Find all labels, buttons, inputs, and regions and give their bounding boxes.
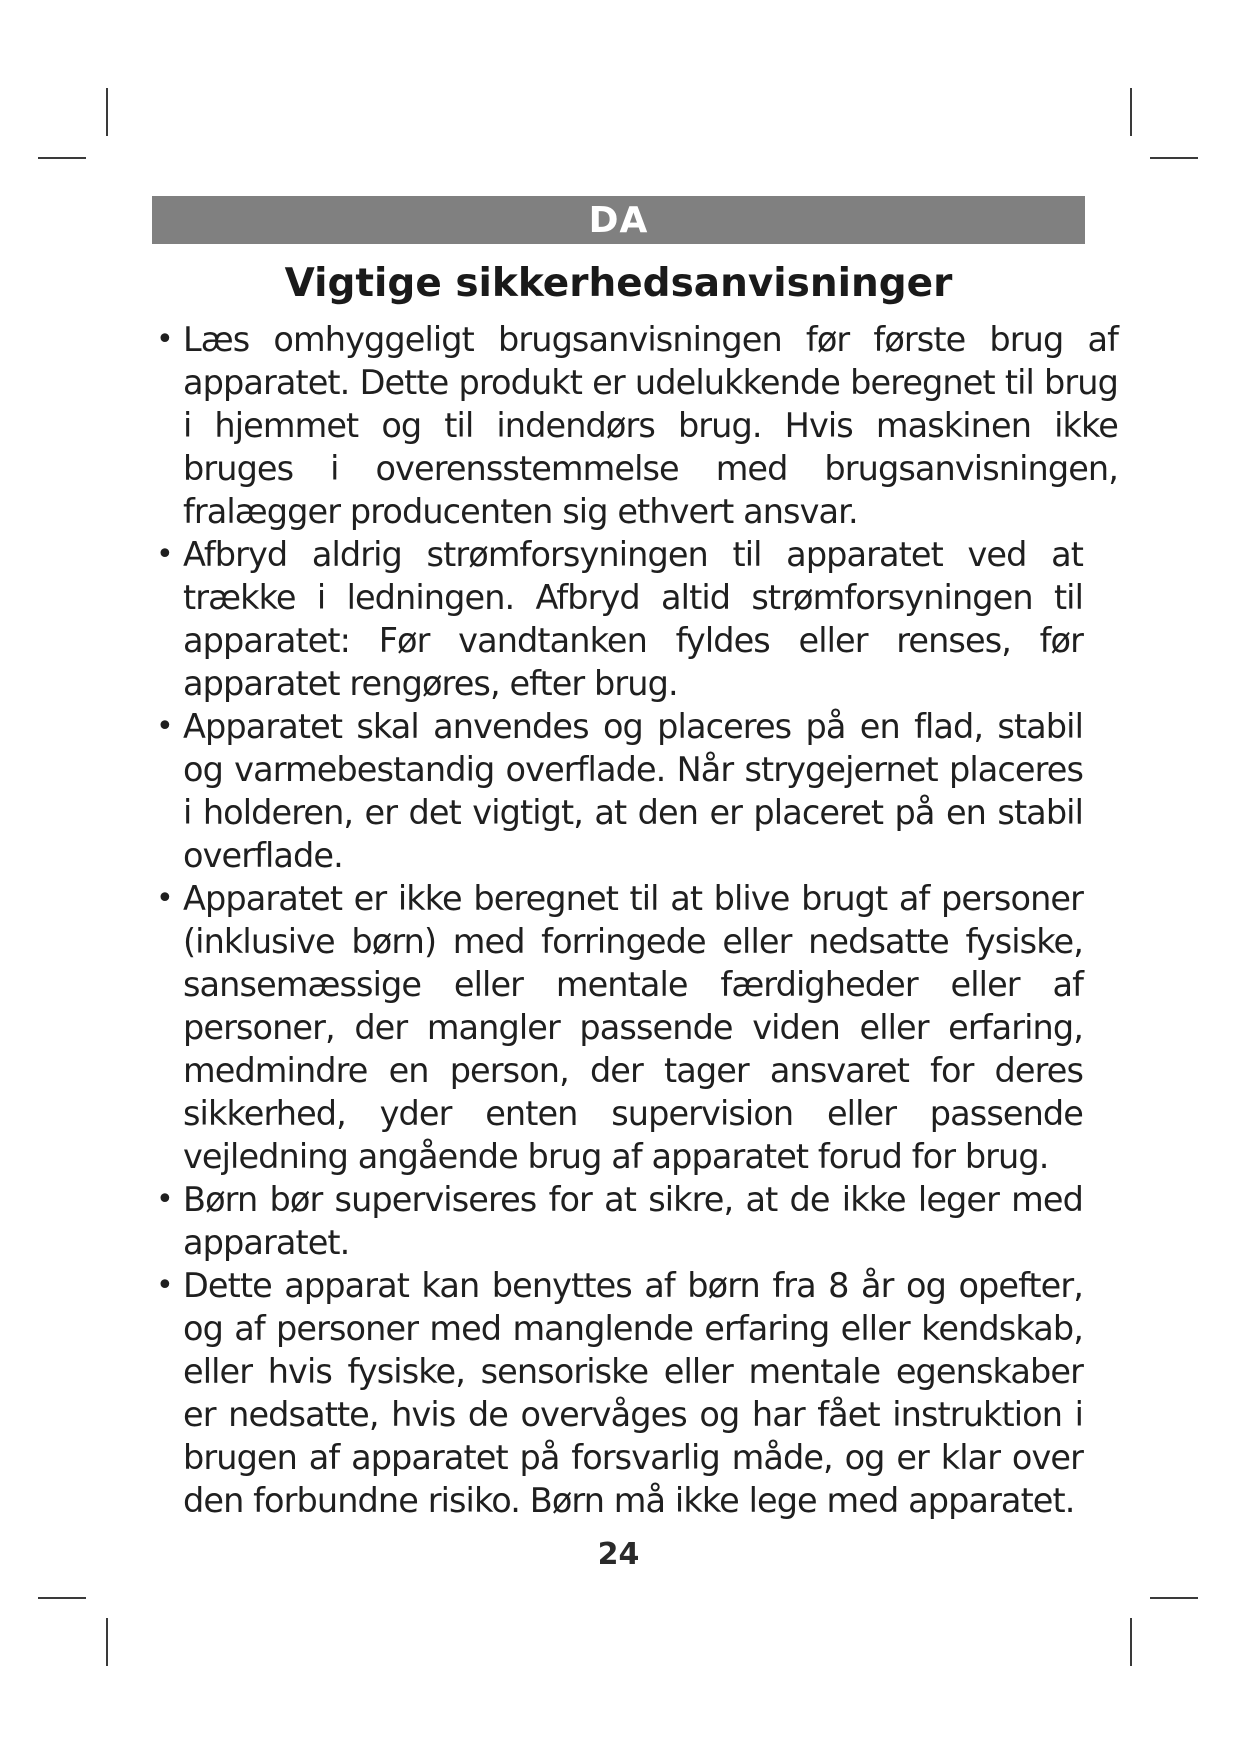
page-number: 24 [597,1537,640,1572]
list-item-text: Apparatet skal anvendes og placeres på en flad, stabil og varmebestandig overflade. Når strygejernet placeres i holderen, er det vigtigt, at den er placeret på en stabil overflade. [183,707,1083,875]
crop-mark-bottom-right-vertical [1130,1618,1132,1666]
list-item-text: Børn bør superviseres for at sikre, at de ikke leger med apparatet. [183,1180,1083,1262]
bullet-icon: • [156,1268,173,1303]
crop-mark-top-left-vertical [106,88,108,136]
crop-mark-bottom-right-horizontal [1150,1597,1198,1599]
list-item [152,318,1118,533]
bullet-icon: • [156,709,173,744]
crop-mark-top-right-vertical [1130,88,1132,136]
section-title: Vigtige sikkerhedsanvisninger [284,261,953,306]
list-item-text: Læs omhyggeligt brugsanvisningen før første brug af apparatet. Dette produkt er udelukkende beregnet til brug i hjemmet og til indendørs brug. Hvis maskinen ikke bruges i overensstemmelse med brugsanvisningen, fralægger producenten sig ethvert ansvar. [183,320,1118,531]
list-item [152,533,1083,705]
list-item-text: Afbryd aldrig strømforsyningen til apparatet ved at trække i ledningen. Afbryd altid strømforsyningen til apparatet: Før vandtanken fyldes eller renses, før apparatet rengøres, efter brug. [183,535,1083,703]
list-item [152,1264,1083,1522]
list-item-text: Dette apparat kan benyttes af børn fra 8 år og opefter, og af personer med manglende erfaring eller kendskab, eller hvis fysiske, sensoriske eller mentale egenskaber er nedsatte, hvis de overvåges og har fået instruktion i brugen af apparatet på forsvarlig måde, og er klar over den forbundne risiko. Børn må ikke lege med apparatet. [183,1266,1083,1520]
bullet-icon: • [156,537,173,572]
language-header-bar [152,196,1085,244]
list-item [152,705,1083,877]
language-code: DA [588,199,649,241]
crop-mark-top-left-horizontal [38,157,86,159]
crop-mark-bottom-left-vertical [106,1618,108,1666]
list-item [152,1178,1083,1264]
bullet-icon: • [156,1182,173,1217]
list-item [152,877,1083,1178]
bullet-icon: • [156,322,173,357]
bullet-icon: • [156,881,173,916]
list-item-text: Apparatet er ikke beregnet til at blive brugt af personer (inklusive børn) med forringede eller nedsatte fysiske, sansemæssige eller mentale færdigheder eller af personer, der mangler passende viden eller erfaring, medmindre en person, der tager ansvaret for deres sikkerhed, yder enten supervision eller passende vejledning angående brug af apparatet forud for brug. [183,879,1083,1176]
crop-mark-top-right-horizontal [1150,157,1198,159]
crop-mark-bottom-left-horizontal [38,1597,86,1599]
safety-instructions-list [152,318,1122,1522]
